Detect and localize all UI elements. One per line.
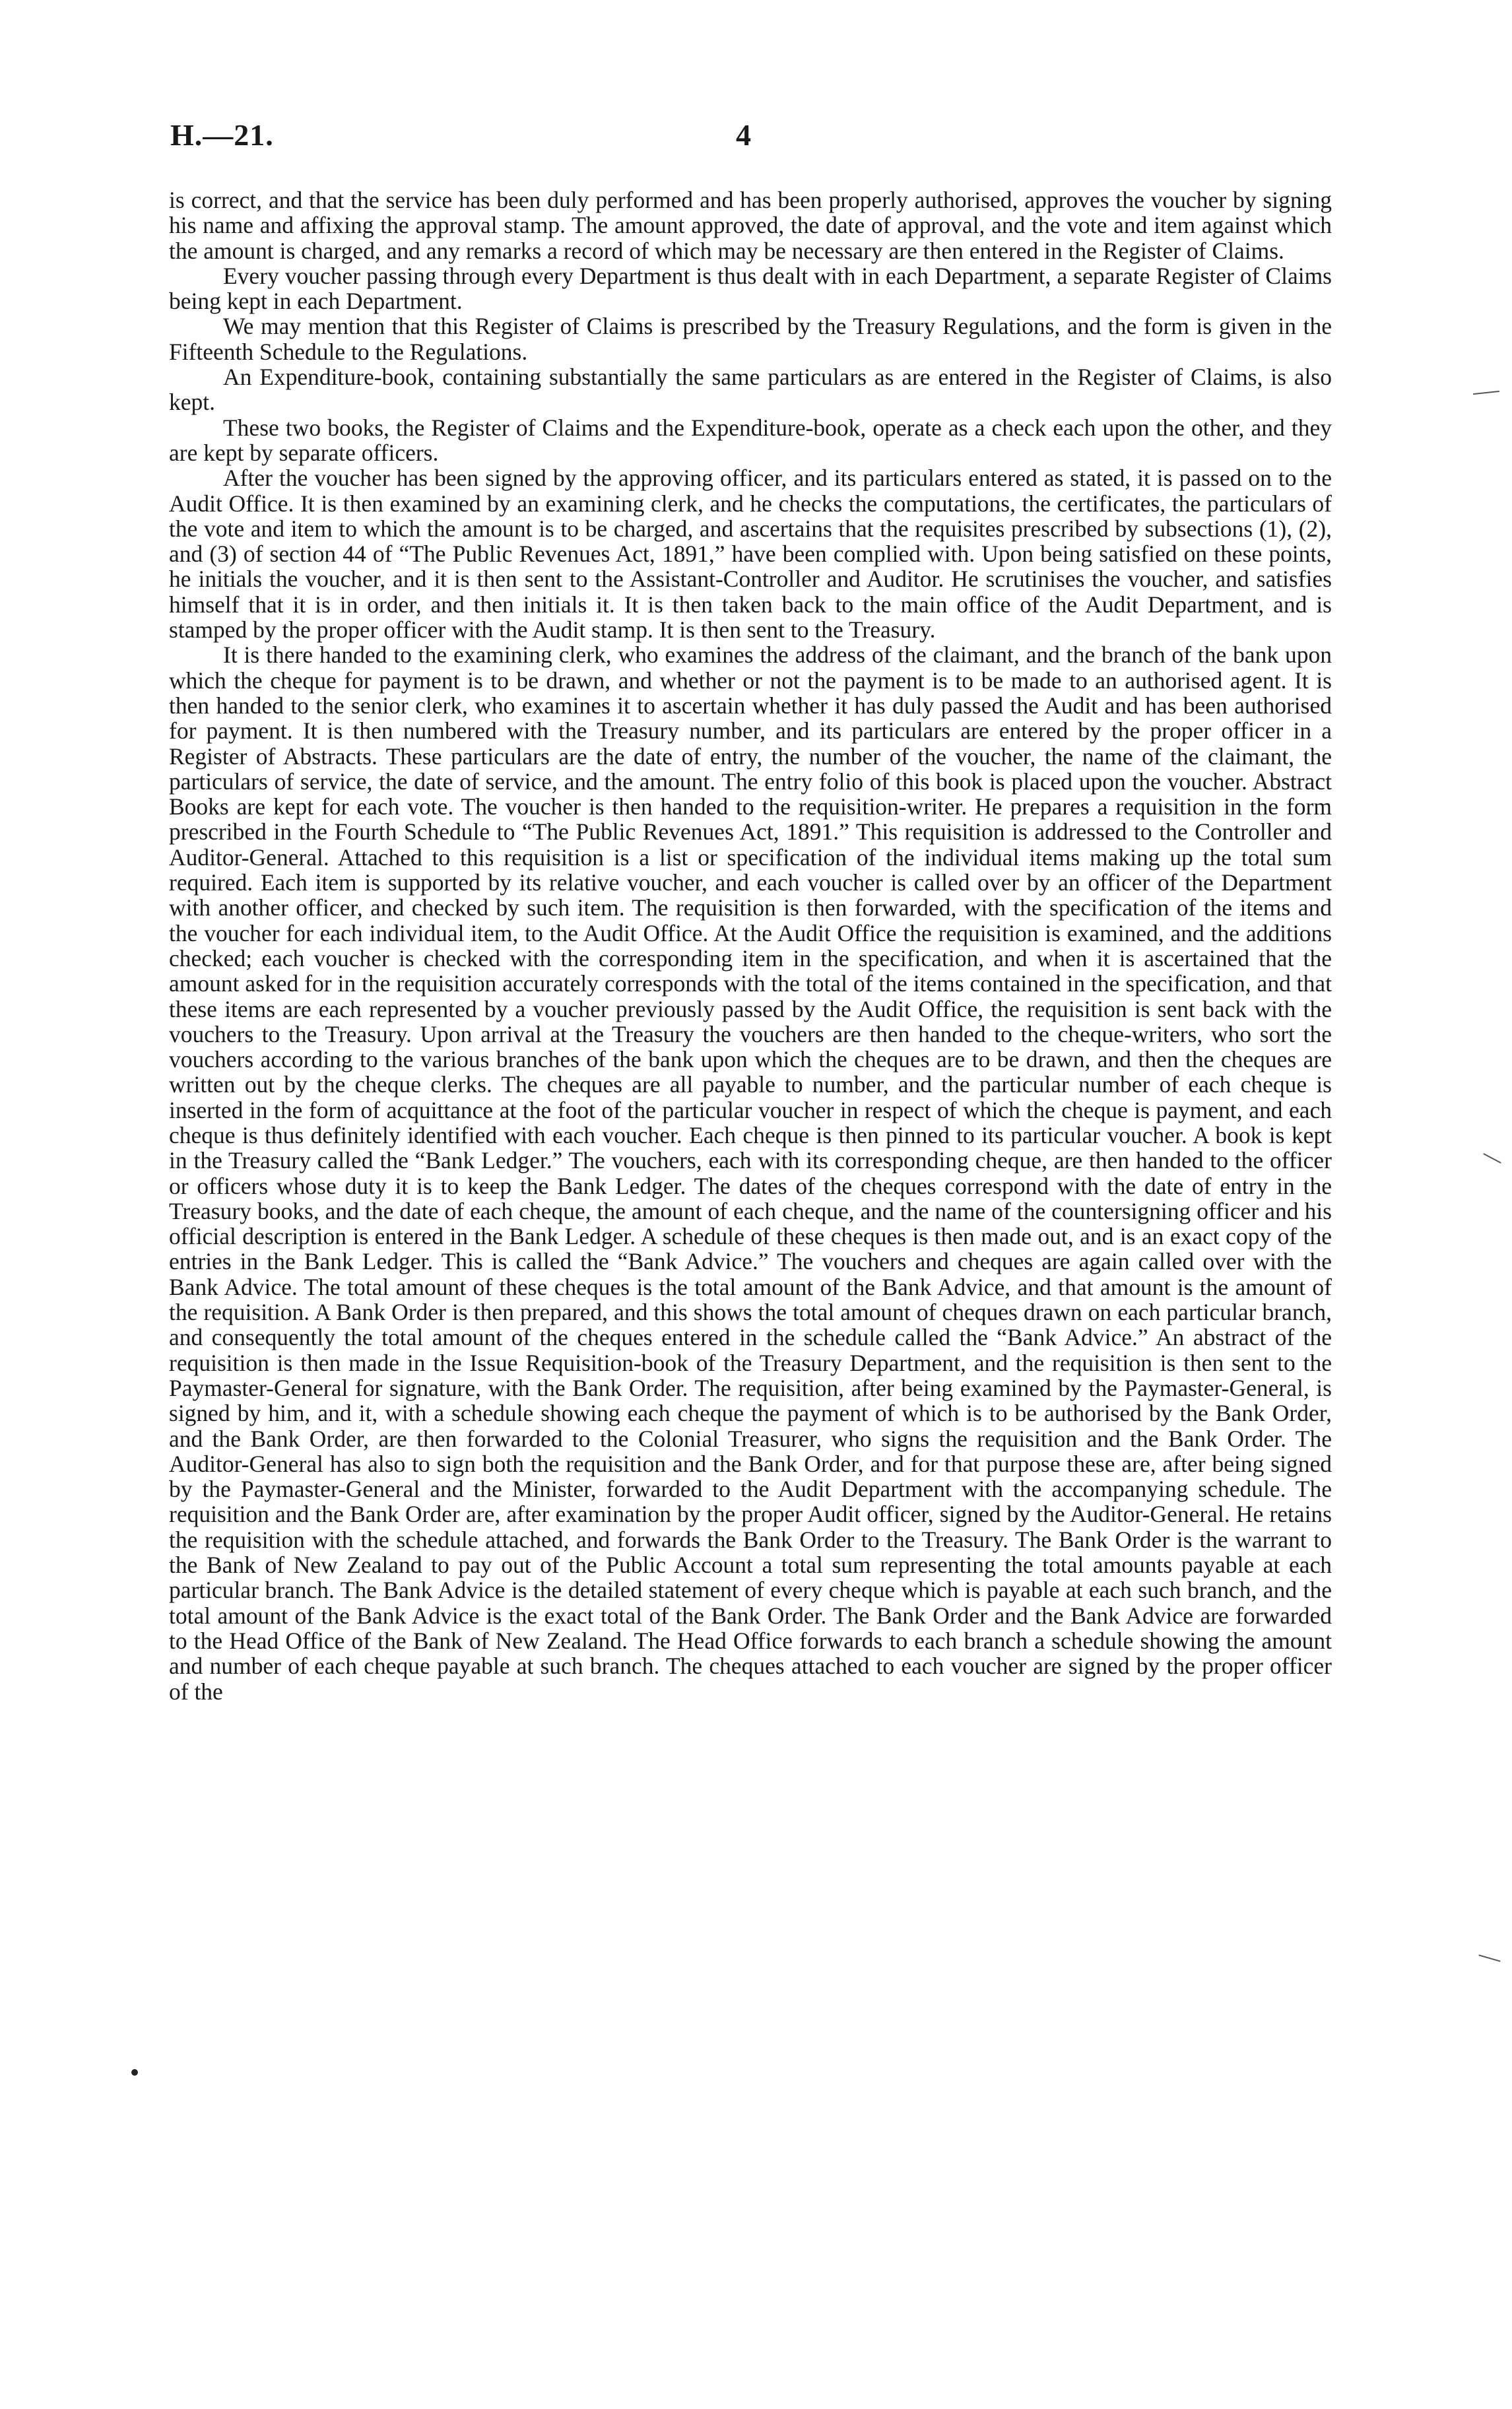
paragraph: is correct, and that the service has been duly performed and has been properly authorised, approves the voucher by signing his name and affixing the approval stamp. The amount approved, the date of approval, and the vote and item against which the amount is charged, and any remarks a record of which may be necessary are then entered in the Register of Claims. <box>169 187 1332 264</box>
paragraph: We may mention that this Register of Claims is prescribed by the Treasury Regulations, and the form is given in the Fifteenth Schedule to the Regulations. <box>169 313 1332 365</box>
paragraph: After the voucher has been signed by the approving officer, and its particulars entered as stated, it is passed on to the Audit Office. It is then examined by an examining clerk, and he checks the computations, the certificates, the particulars of the vote and item to which the amount is to be charged, and ascertains that the requisites prescribed by subsections (1), (2), and (3) of section 44 of “The Public Revenues Act, 1891,” have been complied with. Upon being satisfied on these points, he initials the voucher, and it is then sent to the Assistant-Controller and Auditor. He scrutinises the voucher, and satisfies himself that it is in order, and then initials it. It is then taken back to the main office of the Audit Department, and is stamped by the proper officer with the Audit stamp. It is then sent to the Treasury. <box>169 465 1332 644</box>
margin-mark <box>1483 1153 1501 1164</box>
body-text <box>169 187 1332 1704</box>
page-header <box>0 117 1512 157</box>
margin-dot <box>131 2069 138 2076</box>
document-reference: H.—21. <box>170 118 274 152</box>
paragraph: An Expenditure-book, containing substantially the same particulars as are entered in the Register of Claims, is also kept. <box>169 364 1332 416</box>
paragraph: These two books, the Register of Claims and the Expenditure-book, operate as a check each upon the other, and they are kept by separate officers. <box>169 414 1332 466</box>
paragraph: Every voucher passing through every Department is thus dealt with in each Department, a separate Register of Claims being kept in each Department. <box>169 262 1332 315</box>
margin-mark <box>1478 1954 1500 1962</box>
page-number: 4 <box>736 118 751 152</box>
margin-mark <box>1473 391 1499 395</box>
paragraph: It is there handed to the examining clerk, who examines the address of the claimant, and the branch of the bank upon which the cheque for payment is to be drawn, and whether or not the payment is to be made to an authorised agent. It is then handed to the senior clerk, who examines it to ascertain whether it has duly passed the Audit and has been authorised for payment. It is then numbered with the Treasury number, and its particulars are entered by the proper officer in a Register of Abstracts. These particulars are the date of entry, the number of the voucher, the name of the claimant, the particulars of service, the date of service, and the amount. The entry folio of this book is placed upon the voucher. Abstract Books are kept for each vote. The voucher is then handed to the requisition-writer. He prepares a requisition in the form prescribed in the Fourth Schedule to “The Public Revenues Act, 1891.” This requisition is addressed to the Controller and Auditor-General. Attached to this requisition is a list or specification of the individual items making up the total sum required. Each item is supported by its relative voucher, and each voucher is called over by an officer of the Department with another officer, and checked by such item. The requisition is then forwarded, with the specification of the items and the voucher for each individual item, to the Audit Office. At the Audit Office the requisition is examined, and the additions checked; each voucher is checked with the corresponding item in the specification, and when it is ascertained that the amount asked for in the requisition accurately corresponds with the total of the items contained in the specification, and that these items are each represented by a voucher previously passed by the Audit Office, the requisition is sent back with the vouchers to the Treasury. Upon arrival at the Treasury the vouchers are then handed to the cheque-writers, who sort the vouchers according to the various branches of the bank upon which the cheques are to be drawn, and then the cheques are written out by the cheque clerks. The cheques are all payable to number, and the particular number of each cheque is inserted in the form of acquittance at the foot of the particular voucher in respect of which the cheque is payment, and each cheque is thus definitely identified with each voucher. Each cheque is then pinned to its particular voucher. A book is kept in the Treasury called the “Bank Ledger.” The vouchers, each with its corresponding cheque, are then handed to the officer or officers whose duty it is to keep the Bank Ledger. The dates of the cheques correspond with the date of entry in the Treasury books, and the date of each cheque, the amount of each cheque, and the name of the countersigning officer and his official description is entered in the Bank Ledger. A schedule of these cheques is then made out, and is an exact copy of the entries in the Bank Ledger. This is called the “Bank Advice.” The vouchers and cheques are again called over with the Bank Advice. The total amount of these cheques is the total amount of the Bank Advice, and that amount is the amount of the requisition. A Bank Order is then prepared, and this shows the total amount of cheques drawn on each particular branch, and consequently the total amount of the cheques entered in the schedule called the “Bank Advice.” An abstract of the requisition is then made in the Issue Requisition-book of the Treasury Department, and the requisition is then sent to the Paymaster-General for signature, with the Bank Order. The requisition, after being examined by the Paymaster-General, is signed by him, and it, with a schedule showing each cheque the payment of which is to be authorised by the Bank Order, and the Bank Order, are then forwarded to the Colonial Treasurer, who signs the requisition and the Bank Order. The Auditor-General has also to sign both the requisition and the Bank Order, and for that purpose these are, after being signed by the Paymaster-General and the Minister, forwarded to the Audit Department with the accompanying schedule. The requisition and the Bank Order are, after examination by the proper Audit officer, signed by the Auditor-General. He retains the requisition with the schedule attached, and forwards the Bank Order to the Treasury. The Bank Order is the warrant to the Bank of New Zealand to pay out of the Public Account a total sum representing the total amounts payable at each particular branch. The Bank Advice is the detailed statement of every cheque which is payable at each such branch, and the total amount of the Bank Advice is the exact total of the Bank Order. The Bank Order and the Bank Advice are forwarded to the Head Office of the Bank of New Zealand. The Head Office forwards to each branch a schedule showing the amount and number of each cheque payable at such branch. The cheques attached to each voucher are signed by the proper officer of the <box>169 642 1332 1705</box>
